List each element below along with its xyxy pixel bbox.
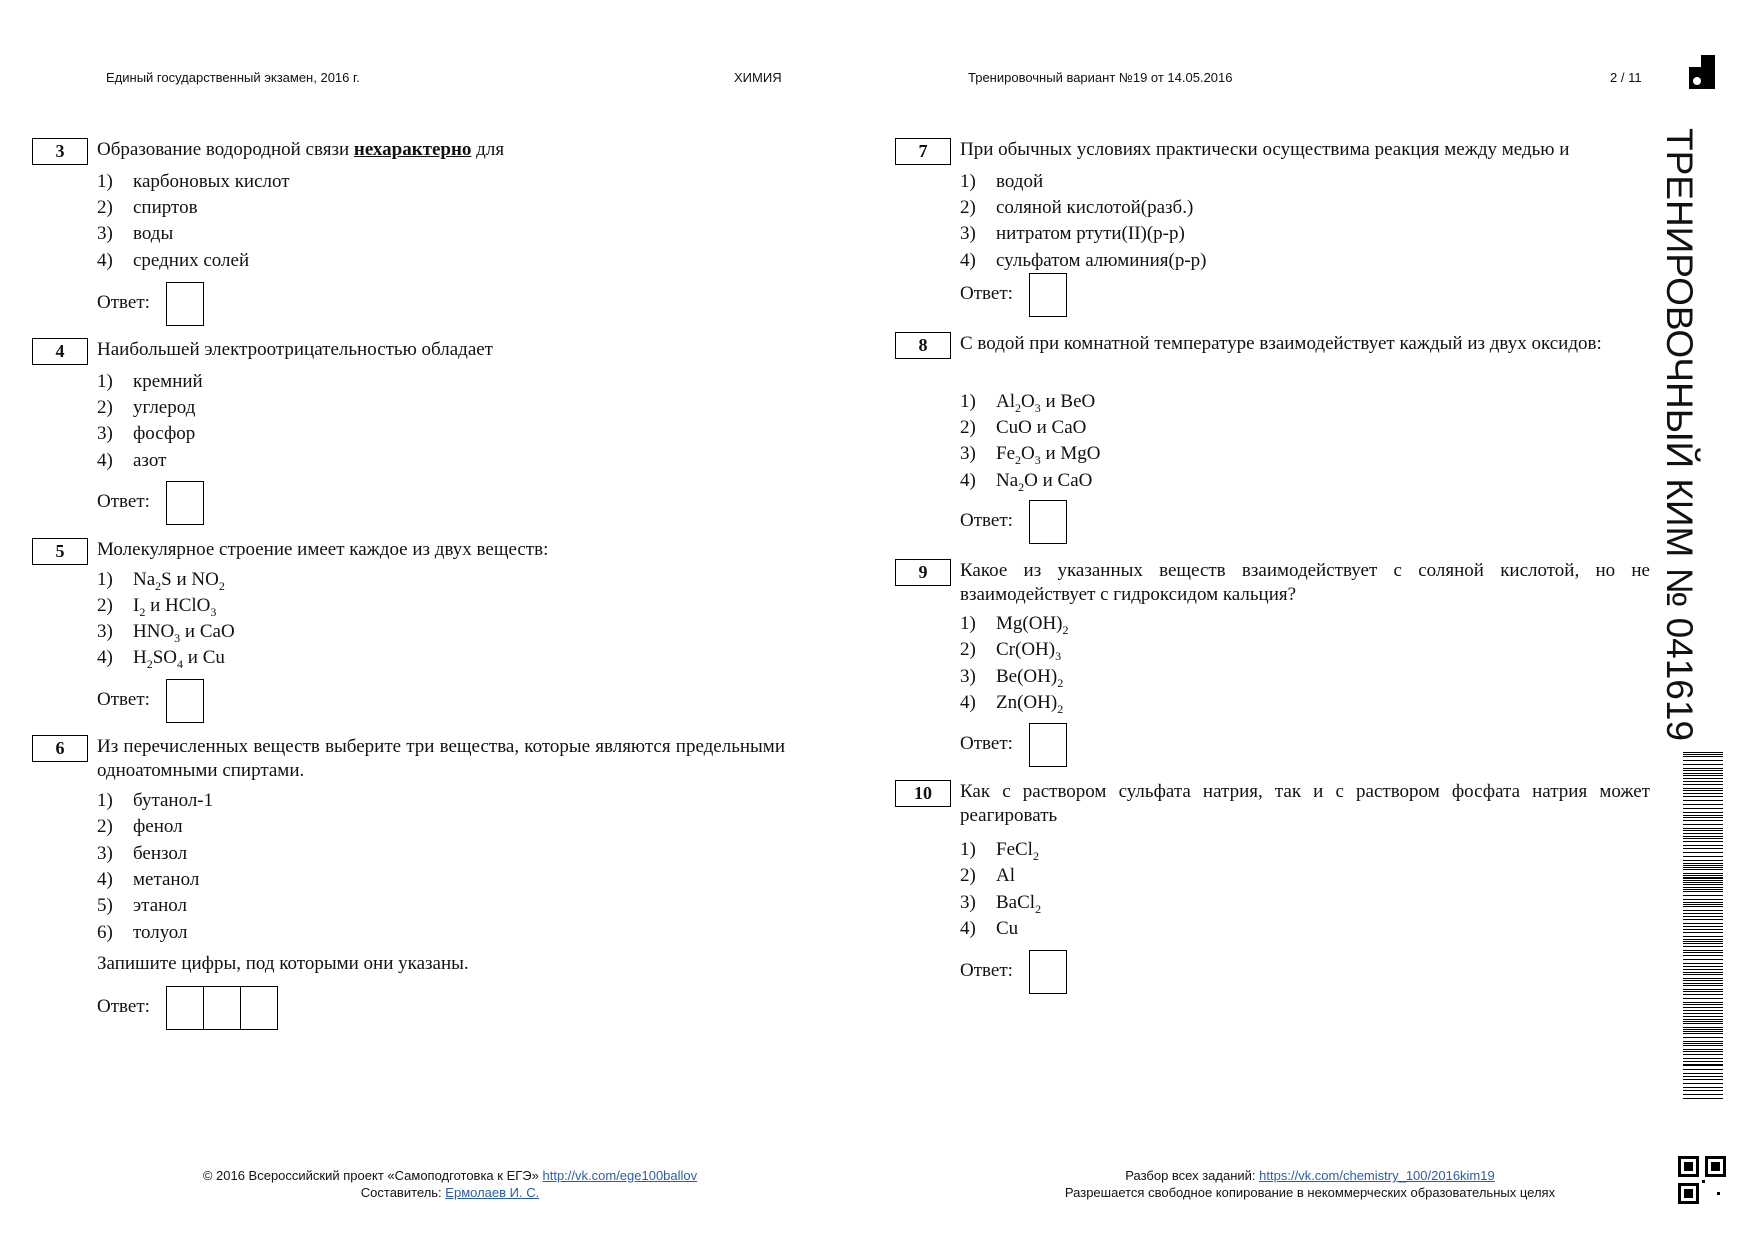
barcode-bar <box>1683 904 1723 905</box>
answer-label: Ответ: <box>97 996 150 1017</box>
option-3: 3) $Fe_2O_3$ и MgO <box>960 443 1101 467</box>
answer-box-3[interactable] <box>240 986 278 1030</box>
question-text-end: для <box>476 139 505 160</box>
task-question <box>97 138 797 162</box>
barcode-bar <box>1683 836 1723 837</box>
side-title: ТРЕНИРОВОЧНЫЙ КИМ № 041619 <box>1659 128 1700 742</box>
barcode-bar <box>1683 1083 1723 1084</box>
barcode-bar <box>1683 1031 1723 1032</box>
barcode-bar <box>1683 1061 1723 1062</box>
barcode-bar <box>1683 838 1723 839</box>
barcode-bar <box>1683 788 1723 789</box>
barcode-bar <box>1683 824 1723 825</box>
barcode-bar <box>1683 770 1723 771</box>
barcode-bar <box>1683 877 1723 879</box>
header-page: 2 / 11 <box>1610 70 1642 85</box>
barcode-bar <box>1683 969 1723 970</box>
barcode-bar <box>1683 1051 1723 1052</box>
formula: BaCl$_2$ <box>996 892 1042 916</box>
barcode-bar <box>1683 778 1723 779</box>
barcode-bar <box>1683 1087 1723 1088</box>
task-number: 7 <box>895 138 951 165</box>
barcode-bar <box>1683 852 1723 853</box>
barcode-bar <box>1683 812 1723 813</box>
barcode-bar <box>1683 994 1723 995</box>
barcode-bar <box>1683 998 1723 999</box>
barcode-bar <box>1683 923 1723 924</box>
barcode-bar <box>1683 910 1723 911</box>
barcode-bar <box>1683 1027 1723 1028</box>
formula: $Be(OH)_2$ <box>996 666 1064 690</box>
task-number: 5 <box>32 538 88 565</box>
formula: $Al_2O_3$ и BeO <box>996 391 1096 415</box>
barcode-bar <box>1683 1069 1723 1070</box>
option-2: 2) соляной кислотой(разб.) <box>960 197 1194 218</box>
answer-label: Ответ: <box>97 491 150 512</box>
answer-box[interactable] <box>166 679 204 723</box>
barcode-bar <box>1683 1076 1723 1077</box>
barcode-bar <box>1683 891 1723 892</box>
barcode-bar <box>1683 848 1723 849</box>
qr-finder <box>1711 1162 1720 1171</box>
barcode-bar <box>1683 1004 1723 1005</box>
barcode-bar <box>1683 916 1723 917</box>
footer-author-label: Составитель: <box>360 1185 442 1200</box>
barcode-bar <box>1683 756 1723 757</box>
footer-project-link[interactable]: http://vk.com/ege100ballov <box>542 1168 698 1183</box>
formula: $Fe_2O_3$ и MgO <box>996 443 1101 467</box>
barcode-bar <box>1683 1094 1723 1095</box>
barcode-bar <box>1683 899 1723 900</box>
barcode-bar <box>1683 1007 1723 1008</box>
barcode-bar <box>1683 796 1723 797</box>
option-3: 3) нитратом ртути(II)(р-р) <box>960 223 1185 244</box>
task-question: Из перечисленных веществ выберите три вещества, которые являются предельными одноатомными спиртами. <box>97 736 785 781</box>
footer-project <box>140 1167 760 1184</box>
task-question: С водой при комнатной температуре взаимодействует каждый из двух оксидов: <box>960 333 1602 354</box>
barcode-bar <box>1683 889 1723 890</box>
option-3: 3) $HNO_3$ и CaO <box>97 621 235 645</box>
footer-analysis-label: Разбор всех заданий: <box>1125 1168 1256 1183</box>
barcode-bar <box>1683 781 1723 782</box>
option-1: 1) карбоновых кислот <box>97 171 290 192</box>
barcode-bar <box>1683 1019 1723 1020</box>
option-4: 4) $Zn(OH)_2$ <box>960 692 1064 716</box>
footer-left <box>140 1167 760 1201</box>
task-number: 9 <box>895 559 951 586</box>
barcode-bar <box>1683 1037 1723 1038</box>
barcode-bar <box>1683 1098 1723 1099</box>
footer-analysis <box>1010 1167 1610 1184</box>
barcode-bar <box>1683 978 1723 979</box>
barcode-bar <box>1683 959 1723 960</box>
barcode-bar <box>1683 784 1723 785</box>
barcode-bar <box>1683 1021 1723 1022</box>
barcode-bar <box>1683 815 1723 816</box>
barcode-bar <box>1683 985 1723 986</box>
task-number: 3 <box>32 138 88 165</box>
option-1: 1) FeCl$_2$ <box>960 839 1039 863</box>
option-4: 4) азот <box>97 450 167 471</box>
barcode-bar <box>1683 966 1723 967</box>
barcode-bar <box>1683 830 1723 831</box>
barcode-bar <box>1683 1002 1723 1003</box>
option-3: 3) фосфор <box>97 423 196 444</box>
formula: Cu <box>996 918 1019 939</box>
barcode-bar <box>1683 775 1723 776</box>
barcode-bar <box>1683 1016 1723 1017</box>
header-variant: Тренировочный вариант №19 от 14.05.2016 <box>968 70 1233 85</box>
option-4: 4) $Na_2O$ и CaO <box>960 470 1093 494</box>
option-2: 2) фенол <box>97 816 183 837</box>
task-question: При обычных условиях практически осуществима реакция между медью и <box>960 139 1570 160</box>
task-number: 6 <box>32 735 88 762</box>
barcode-bar <box>1683 1033 1723 1034</box>
option-2: 2) $I_2$ и HClO$_3$ <box>97 595 217 619</box>
barcode-bar <box>1683 820 1723 821</box>
barcode-bar <box>1683 919 1723 920</box>
barcode-bar <box>1683 1013 1723 1014</box>
option-1: 1) $Mg(OH)_2$ <box>960 613 1069 637</box>
option-1: 1) $Al_2O_3$ и BeO <box>960 391 1096 415</box>
barcode-bar <box>1683 760 1723 761</box>
answer-box[interactable] <box>1029 723 1067 767</box>
header-exam: Единый государственный экзамен, 2016 г. <box>106 70 360 85</box>
footer-author-link[interactable]: Ермолаев И. С. <box>445 1185 540 1200</box>
barcode-bar <box>1683 939 1723 940</box>
task-question: Молекулярное строение имеет каждое из двух веществ: <box>97 539 549 560</box>
barcode-bar <box>1683 1029 1723 1030</box>
barcode-bar <box>1683 926 1723 927</box>
task-number: 10 <box>895 780 951 807</box>
answer-box[interactable] <box>166 481 204 525</box>
answer-box[interactable] <box>1029 273 1067 317</box>
option-6: 6) толуол <box>97 922 188 943</box>
barcode-bar <box>1683 946 1723 947</box>
barcode-bar <box>1683 867 1723 868</box>
barcode-bar <box>1683 884 1723 885</box>
barcode-bar <box>1683 941 1723 942</box>
corner-marker-icon <box>1688 54 1716 90</box>
barcode-bar <box>1683 1045 1723 1046</box>
barcode-bar <box>1683 887 1723 888</box>
barcode-bar <box>1683 841 1723 842</box>
footer-right <box>1010 1167 1610 1201</box>
option-4: 4) средних солей <box>97 250 250 271</box>
barcode-bar <box>1683 1010 1723 1011</box>
barcode-bar <box>1683 1043 1723 1044</box>
barcode-bar <box>1683 828 1723 829</box>
barcode-bar <box>1683 1023 1723 1024</box>
qr-finder <box>1684 1189 1693 1198</box>
task-number: 8 <box>895 332 951 359</box>
qr-finder <box>1684 1162 1693 1171</box>
option-3: 3) $Be(OH)_2$ <box>960 666 1064 690</box>
footer-project-text: © 2016 Всероссийский проект «Самоподготовка к ЕГЭ» <box>202 1168 539 1183</box>
option-2: 2) Al <box>960 865 1015 886</box>
option-4: 4) сульфатом алюминия(р-р) <box>960 250 1207 271</box>
formula: $Na_2O$ и CaO <box>996 470 1093 494</box>
qr-module <box>1717 1192 1720 1195</box>
option-1: 1) водой <box>960 171 1044 192</box>
answer-label: Ответ: <box>97 292 150 313</box>
option-4: 4) Cu <box>960 918 1019 939</box>
barcode-bar <box>1683 980 1723 981</box>
task-number: 4 <box>32 338 88 365</box>
barcode-bar <box>1683 863 1723 864</box>
option-2: 2) $Cr(OH)_3$ <box>960 639 1062 663</box>
barcode-bar <box>1683 1090 1723 1091</box>
task-question: Наибольшей электроотрицательностью обладает <box>97 339 493 360</box>
barcode-bar <box>1683 817 1723 818</box>
barcode-bar <box>1683 856 1723 857</box>
formula: $Mg(OH)_2$ <box>996 613 1069 637</box>
task-question: Как с раствором сульфата натрия, так и с раствором фосфата натрия может реагировать <box>960 781 1650 826</box>
option-3: 3) воды <box>97 223 174 244</box>
barcode-bar <box>1683 880 1723 881</box>
footer-analysis-link[interactable]: https://vk.com/chemistry_100/2016kim19 <box>1259 1168 1495 1183</box>
formula: Al <box>996 865 1015 886</box>
barcode-bar <box>1683 800 1723 801</box>
qr-code-icon <box>1678 1156 1726 1204</box>
barcode-bar <box>1683 1041 1723 1042</box>
option-1: 1) кремний <box>97 371 203 392</box>
barcode-bar <box>1683 873 1723 874</box>
barcode-bar <box>1683 936 1723 937</box>
barcode-icon <box>1683 752 1723 1102</box>
barcode-bar <box>1683 808 1723 809</box>
barcode-bar <box>1683 773 1723 774</box>
barcode-bar <box>1683 752 1723 753</box>
formula: $HNO_3$ и CaO <box>133 621 235 645</box>
barcode-bar <box>1683 974 1723 975</box>
qr-module <box>1702 1180 1705 1183</box>
barcode-bar <box>1683 804 1723 805</box>
barcode-bar <box>1683 1054 1723 1055</box>
barcode-bar <box>1683 1049 1723 1050</box>
task-question: Какое из указанных веществ взаимодействует с соляной кислотой, но не взаимодействует с гидроксидом кальция? <box>960 560 1650 605</box>
barcode-bar <box>1683 991 1723 992</box>
barcode-bar <box>1683 943 1723 944</box>
answer-box-1[interactable] <box>166 986 204 1030</box>
barcode-bar <box>1683 929 1723 930</box>
footer-author <box>140 1184 760 1201</box>
barcode-bar <box>1683 983 1723 984</box>
option-1: 1) бутанол-1 <box>97 790 214 811</box>
header-subject: ХИМИЯ <box>734 70 782 85</box>
barcode-bar <box>1683 882 1723 883</box>
barcode-bar <box>1683 768 1723 769</box>
barcode-bar <box>1683 1073 1723 1074</box>
option-1: 1) $Na_2S$ и $NO_2$ <box>97 569 225 593</box>
answer-label: Ответ: <box>960 733 1013 754</box>
option-4: 4) $H_2SO_4$ и Cu <box>97 647 225 671</box>
barcode-bar <box>1683 895 1723 896</box>
question-text: Образование водородной связи <box>97 139 350 160</box>
formula: $I_2$ и HClO$_3$ <box>133 595 217 619</box>
barcode-bar <box>1683 865 1723 866</box>
barcode-bar <box>1683 833 1723 834</box>
barcode-bar <box>1683 989 1723 990</box>
formula: $Cr(OH)_3$ <box>996 639 1062 663</box>
answer-label: Ответ: <box>960 510 1013 531</box>
barcode-bar <box>1683 955 1723 956</box>
barcode-bar <box>1683 1058 1723 1059</box>
formula: $Zn(OH)_2$ <box>996 692 1064 716</box>
barcode-bar <box>1683 845 1723 846</box>
formula: FeCl$_2$ <box>996 839 1039 863</box>
answer-label: Ответ: <box>960 283 1013 304</box>
barcode-bar <box>1683 952 1723 953</box>
barcode-bar <box>1683 950 1723 951</box>
barcode-bar <box>1683 764 1723 765</box>
barcode-bar <box>1683 913 1723 914</box>
barcode-bar <box>1683 906 1723 907</box>
option-2: 2) углерод <box>97 397 196 418</box>
formula: $Na_2S$ и $NO_2$ <box>133 569 225 593</box>
option-4: 4) метанол <box>97 869 200 890</box>
option-3: 3) бензол <box>97 843 188 864</box>
footer-copy-note: Разрешается свободное копирование в некоммерческих образовательных целях <box>1064 1185 1556 1200</box>
answer-label: Ответ: <box>97 689 150 710</box>
answer-box[interactable] <box>166 282 204 326</box>
option-2: 2) спиртов <box>97 197 198 218</box>
barcode-bar <box>1683 790 1723 791</box>
barcode-bar <box>1683 1079 1723 1080</box>
barcode-bar <box>1683 902 1723 903</box>
barcode-bar <box>1683 1064 1723 1066</box>
option-5: 5) этанол <box>97 895 188 916</box>
barcode-bar <box>1683 860 1723 861</box>
barcode-bar <box>1683 754 1723 755</box>
answer-box[interactable] <box>1029 950 1067 994</box>
task-note: Запишите цифры, под которыми они указаны. <box>97 953 469 974</box>
question-emphasis: нехарактерно <box>353 139 472 160</box>
formula: $H_2SO_4$ и Cu <box>133 647 225 671</box>
answer-box[interactable] <box>1029 500 1067 544</box>
barcode-bar <box>1683 793 1723 794</box>
barcode-bar <box>1683 869 1723 870</box>
option-2: 2) CuO и CaO <box>960 417 1087 438</box>
answer-box-2[interactable] <box>203 986 241 1030</box>
option-3: 3) BaCl$_2$ <box>960 892 1042 916</box>
barcode-bar <box>1683 932 1723 933</box>
barcode-bar <box>1683 875 1723 876</box>
barcode-bar <box>1683 972 1723 973</box>
answer-label: Ответ: <box>960 960 1013 981</box>
formula: CuO и CaO <box>996 417 1087 438</box>
barcode-bar <box>1683 963 1723 964</box>
